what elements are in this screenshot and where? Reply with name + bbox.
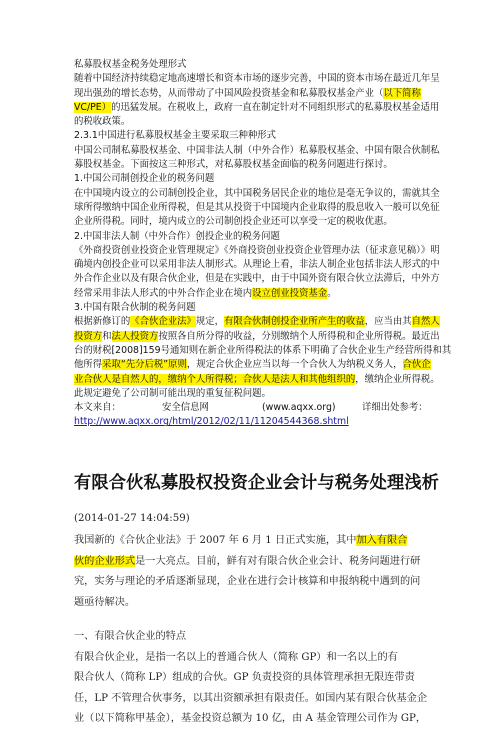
- text-line: 募股权基金。下面按这三种形式，对私募股权基金面临的税务问题进行探讨。: [74, 159, 393, 171]
- article-title: 有限合伙私募股权投资企业会计与税务处理浅析: [74, 472, 440, 493]
- text-line: 在中国境内设立的公司制创投企业，其中国税务居民企业的地位是毫无争议的，需就其全: [74, 187, 440, 199]
- article-section: [74, 468, 454, 730]
- text-line: 业合伙人是自然人的，缴纳个人所得税；合伙人是法人和其他组织的，缴纳企业所得税。: [74, 373, 440, 385]
- excerpt-heading: 私募股权基金税务处理形式: [74, 59, 187, 70]
- text-line: 的税收政策。: [74, 116, 131, 128]
- highlight: 加入有限合: [356, 535, 408, 547]
- text-line: 经常采用非法人形式的中外合作企业在境内设立创业投资基金。: [74, 287, 337, 299]
- text-line: VC/PE）的迅猛发展。在税收上，政府一直在制定针对不同组织形式的私募股权基金适用: [74, 101, 440, 113]
- article-date: (2014-01-27 14:04:59): [74, 512, 190, 524]
- excerpt-section: [74, 58, 454, 430]
- article-line: 究，实务与理论的矛盾逐渐显现，企业在进行会计核算和申报纳税中遇到的问: [74, 576, 421, 588]
- highlight: 合伙企: [402, 359, 431, 371]
- article-line: 题亟待解决。: [74, 596, 136, 608]
- source-link[interactable]: http://www.aqxx.org/html/2012/02/11/11204544368.shtml: [74, 416, 349, 428]
- text-line: 此规定避免了公司制可能出现的重复征税问题。: [74, 387, 271, 399]
- highlight: VC/PE）: [74, 101, 112, 113]
- highlight: 自然人: [411, 316, 440, 328]
- highlight: 设立创业投资基金: [252, 287, 328, 299]
- text-line: 随着中国经济持续稳定地高速增长和资本市场的逐步完善，中国的资本市场在最近几年呈: [74, 73, 440, 85]
- highlight: 《合伙企业法》: [130, 316, 196, 328]
- highlight: 采取“先分后税”原则: [102, 359, 187, 371]
- source-domain: (www.aqxx.org): [262, 402, 336, 414]
- text-line: 现出强劲的增长态势，从而带动了中国风险投资基金和私募股权基金产业（以下简称: [74, 87, 421, 99]
- article-line: 伙的企业形式是一大亮点。目前，鲜有对有限合伙企业会计、税务问题进行研: [74, 555, 421, 567]
- article-line: 我国新的《合伙企业法》于 2007 年 6 月 1 日正式实施，其中加入有限合: [74, 535, 408, 547]
- text-line: 根据新修订的《合伙企业法》规定，有限合伙制创投企业所产生的收益，应当由其自然人: [74, 316, 440, 328]
- section-heading: 3.中国有限合伙制的税务问题: [74, 302, 196, 314]
- highlight: 有限合伙制创投企业所产生的收益: [224, 316, 365, 328]
- text-line: 他所得采取“先分后税”原则，规定合伙企业应当以每一个合伙人为纳税义务人，合伙企: [74, 359, 431, 371]
- source-label: 本文来自：: [74, 402, 121, 414]
- highlight: 投资方: [74, 330, 103, 342]
- highlight: 以下简称: [383, 87, 421, 99]
- article-line: 限合伙人（简称 LP）组成的合伙。GP 负责投资的具体管理承担无限连带责: [74, 672, 415, 684]
- text-line: 《外商投资创业投资企业管理规定》《外商投资创业投资企业管理办法（征求意见稿）》明: [74, 244, 440, 256]
- source-name: 安全信息网: [162, 402, 209, 414]
- article-line: 任，LP 不管理合伙事务，以其出资额承担有限责任。如国内某有限合伙基金企: [74, 692, 428, 704]
- article-line: 有限合伙企业，是指一名以上的普通合伙人（简称 GP）和一名以上的有: [74, 651, 398, 663]
- text-line: 中国公司制私募股权基金、中国非法人制（中外合作）私募股权基金、中国有限合伙制私: [74, 144, 440, 156]
- source-line: [74, 401, 454, 415]
- text-line: 确境内创投企业可以采用非法人制形式。从理论上看，非法人制企业包括非法人形式的中: [74, 259, 440, 271]
- text-line: 台的财税[2008]159号通知则在新企业所得税法的体系下明确了合伙企业生产经营所得和其: [74, 344, 452, 356]
- article-subheading: 一、有限合伙企业的特点: [74, 631, 187, 643]
- section-heading: 1.中国公司制创投企业的税务问题: [74, 173, 215, 185]
- section-heading: 2.3.1中国进行私募股权基金主要采取三种种形式: [74, 130, 276, 142]
- text-line: 外合作企业以及有限合伙企业，但是在实践中，由于中国外资有限合伙立法滞后，中外方: [74, 273, 440, 285]
- source-more-label: 详细出处参考：: [362, 402, 428, 414]
- highlight: 伙的企业形式: [74, 555, 136, 567]
- text-line: 投资方和法人投资方按照各自所分得的收益，分别缴纳个人所得税和企业所得税。最近出: [74, 330, 440, 342]
- section-heading: 2.中国非法人制（中外合作）创投企业的税务问题: [74, 230, 280, 242]
- highlight: 业合伙人是自然人的，缴纳个人所得税；合伙人是法人和其他组织的: [74, 373, 356, 385]
- text-line: 企业所得税。同时，境内成立的公司制创投企业还可以享受一定的税收优惠。: [74, 216, 393, 228]
- text-line: 球所得缴纳中国企业所得税，但是其从投资于中国境内企业取得的股息收入一般可以免征: [74, 201, 440, 213]
- highlight: 法人投资方: [111, 330, 159, 342]
- article-line: 业（以下简称甲基金），基金投资总额为 10 亿，由 A 基金管理公司作为 GP，: [74, 713, 427, 725]
